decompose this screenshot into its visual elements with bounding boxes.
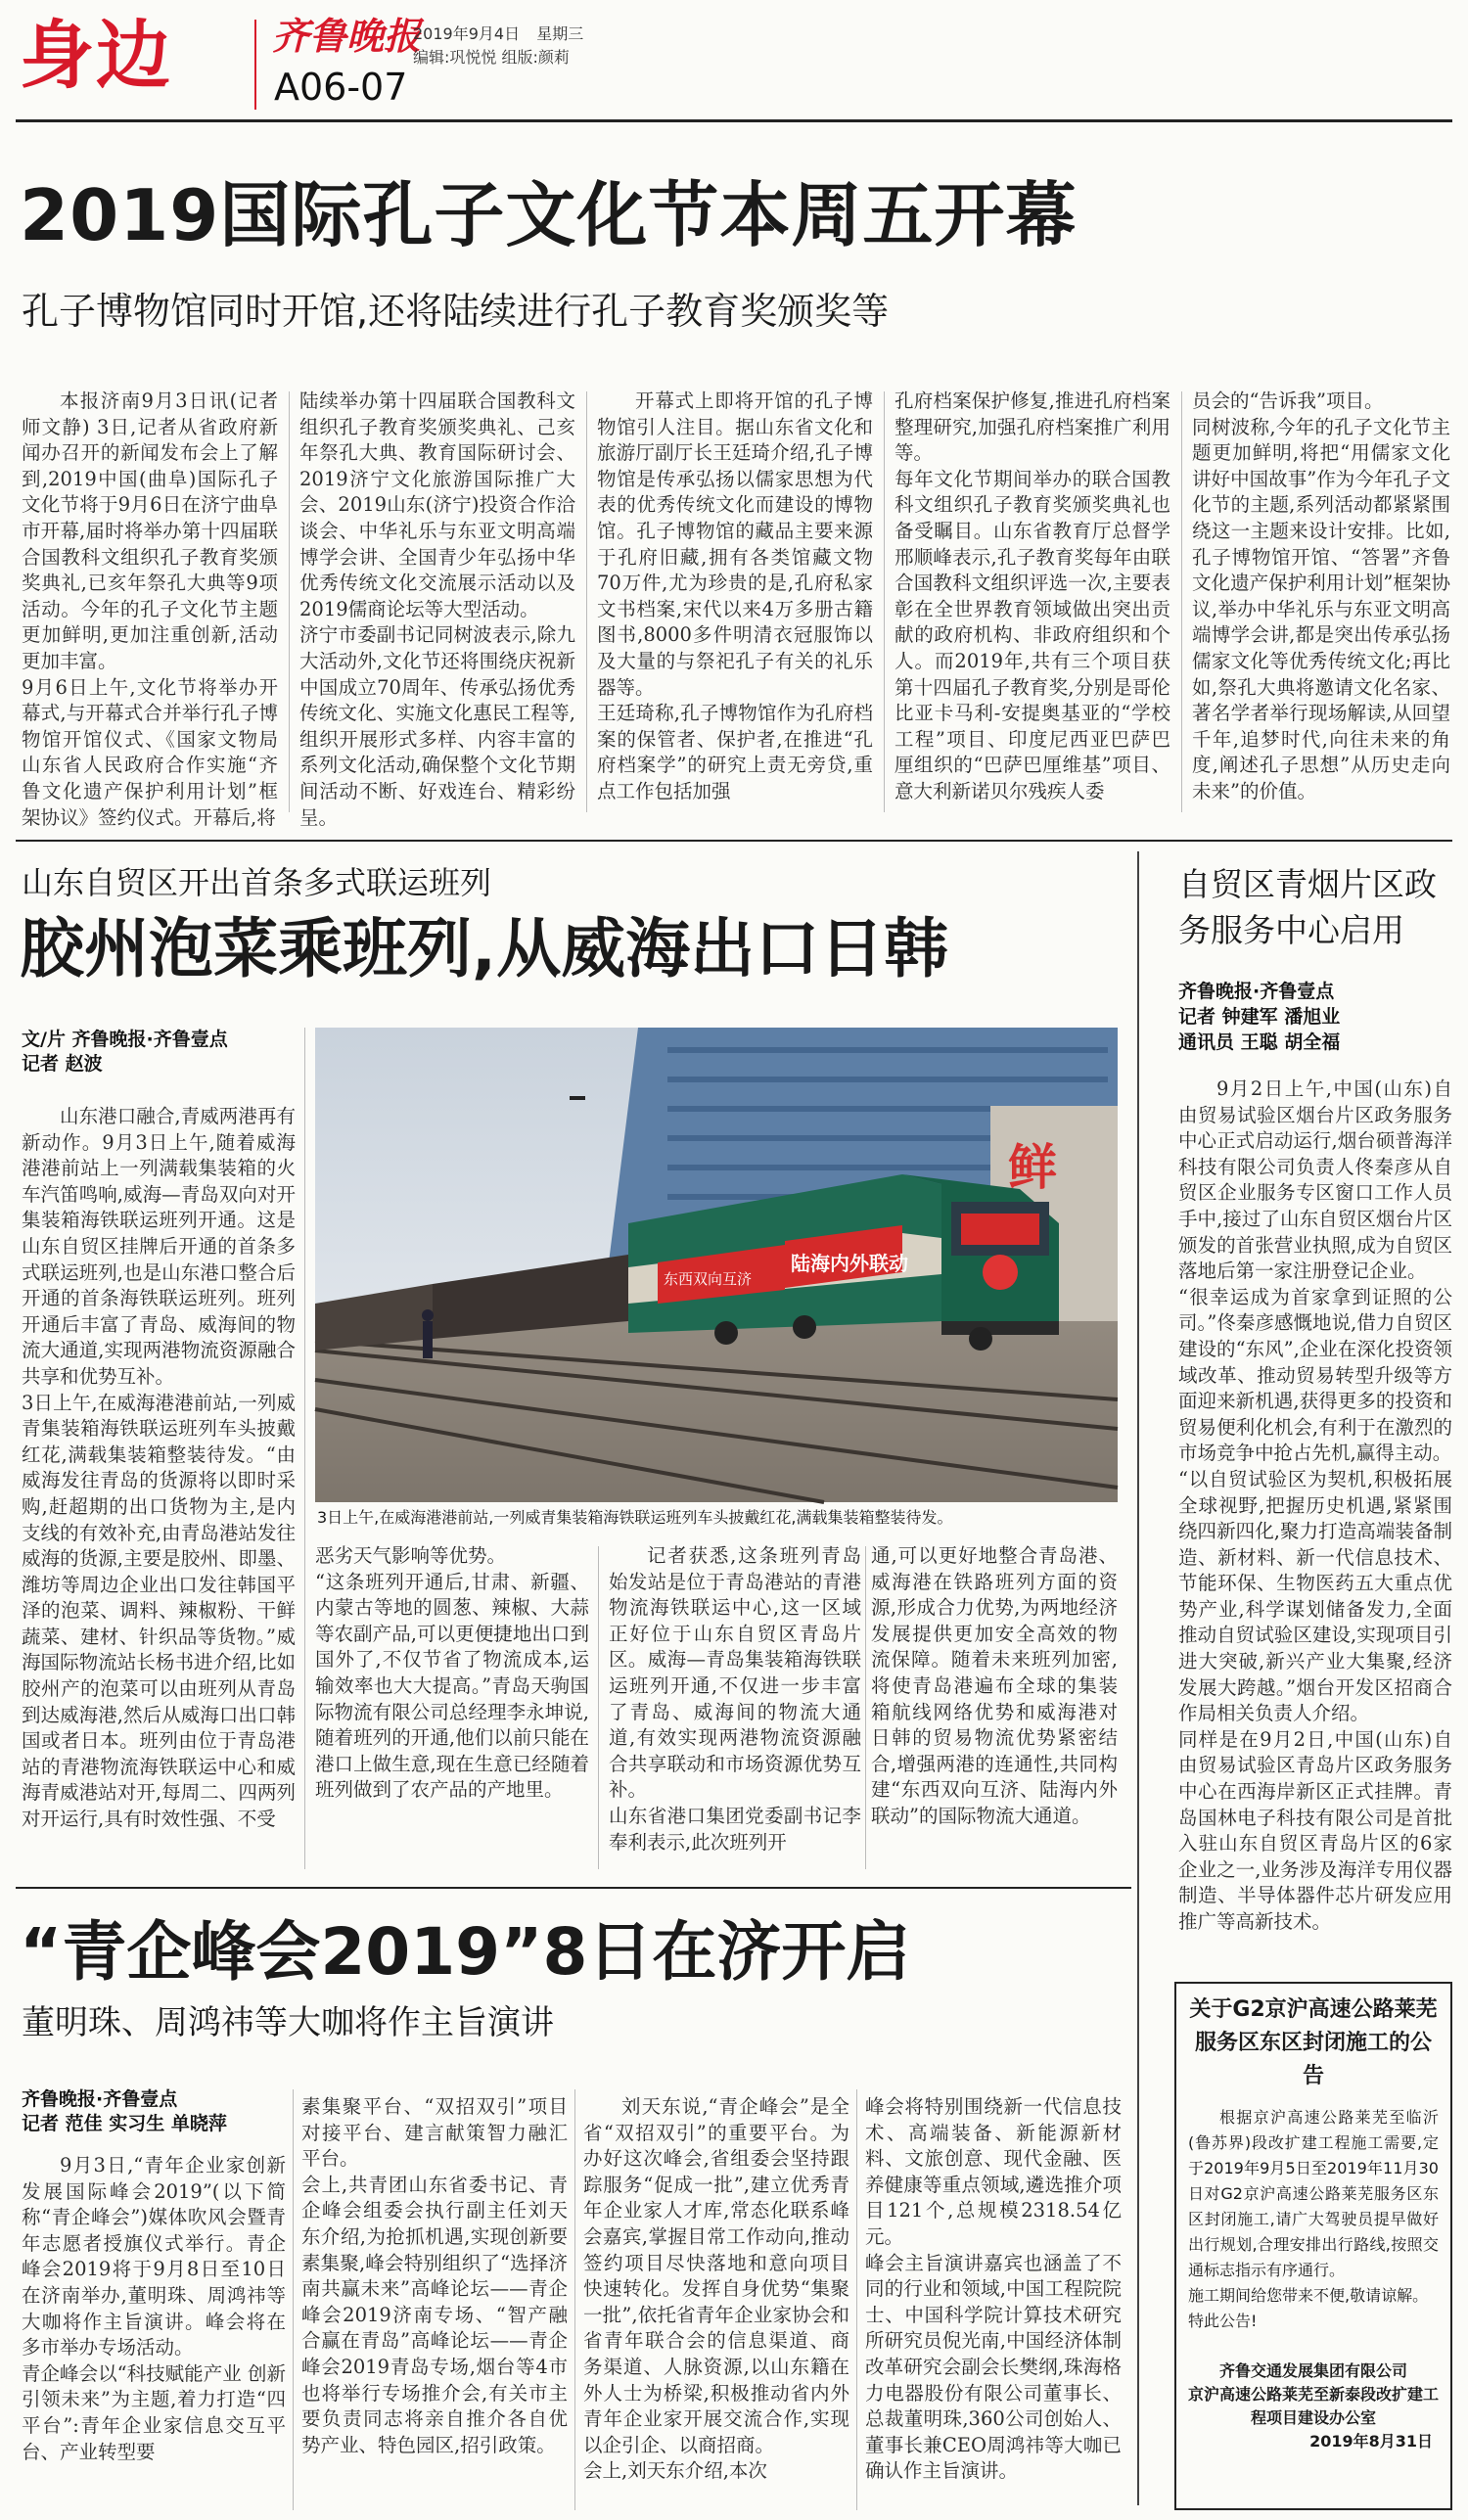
col-divider [293, 2089, 294, 2510]
notice-signer-1: 齐鲁交通发展集团有限公司 [1218, 2361, 1407, 2380]
col-divider [865, 1546, 866, 1869]
story3-headline: 自贸区青烟片区政务服务中心启用 [1178, 865, 1437, 949]
story2-col-2 [315, 1543, 589, 1866]
masthead-divider [254, 20, 256, 110]
col-divider [884, 391, 885, 812]
story2-col-4 [871, 1543, 1118, 1866]
story2-headline: 胶州泡菜乘班列,从威海出口日韩 [20, 911, 949, 986]
section-title: 身边 [20, 12, 172, 99]
notice-body: 根据京沪高速公路莱芜至临沂(鲁苏界)段改扩建工程施工需要,定于2019年9月5日至2019年11月30日对G2京沪高速公路莱芜服务区东区封闭施工,请广大驾驶员提早做好出行规划,合理安排出行路线,按照交通标志指示有序通行。 施工期间给您带来不便,敬请谅解。 特此公告! [1188, 2108, 1439, 2330]
story3-body-text: 9月2日上午,中国(山东)自由贸易试验区烟台片区政务服务中心正式启动运行,烟台硕普海洋科技有限公司负责人佟秦彦从自贸区企业服务专区窗口工作人员手中,接过了山东自贸区烟台片区颁发的首张营业执照,成为自贸区落地后第一家注册登记企业。 “很幸运成为首家拿到证照的公司。”佟秦彦感慨地说,借力自贸区建设的“东风”,企业在深化投资领域改革、推动贸易转型升级等方面迎来新机遇,获得更多的投资和贸易便利化机会,有利于在激烈的市场竞争中抢占先机,赢得主动。 “以自贸试验区为契机,积极拓展全球视野,把握历史机遇,紧紧围绕四新四化,聚力打造高端装备制造、新材料、新一代信息技术、节能环保、生物医药五大重点优势产业,科学谋划储备发力,全面推动自贸试验区建设,实现项目引进大突破,新兴产业大集聚,经济发展大跨越。”烟台开发区招商合作局相关负责人介绍。 同样是在9月2日,中国(山东)自由贸易试验区青岛片区政务服务中心在西海岸新区正式挂牌。青岛国林电子科技有限公司是首批入驻山东自贸区青岛片区的6家企业之一,业务涉及海洋专用仪器制造、半导体器件芯片研发应用推广等高新技术。 [1178, 1077, 1452, 1933]
col-divider [598, 1546, 599, 1869]
story1-col-5 [1192, 389, 1450, 819]
photo-caption: 3日上午,在威海港港前站,一列威青集装箱海铁联运班列车头披戴红花,满载集装箱整装待发。 [317, 1508, 953, 1527]
story1-col-2-text: 陆续举办第十四届联合国教科文组织孔子教育奖颁奖典礼、己亥年祭孔大典、教育国际研讨会、2019济宁文化旅游国际推广大会、2019山东(济宁)投资合作洽谈会、中华礼乐与东亚文明高端博学会讲、全国青少年弘扬中华优秀传统文化交流展示活动以及2019儒商论坛等大型活动。 济宁市委副书记同树波表示,除九大活动外,文化节还将围绕庆祝新中国成立70周年、传承弘扬优秀传统文化、实施文化惠民工程等,组织开展形式多样、内容丰富的系列文化活动,确保整个文化节期间活动不断、好戏连台、精彩纷呈。 [299, 389, 575, 829]
story2-col-1 [22, 1104, 296, 1831]
story2-kicker: 山东自贸区开出首条多式联运班列 [22, 864, 492, 901]
issue-date [413, 22, 583, 44]
locomotive-banner-2: 陆海内外联动 [791, 1252, 908, 1275]
story2-byline [22, 1028, 305, 1077]
col-divider [1181, 391, 1182, 812]
story4-byline-2: 记者 范佳 实习生 单晓萍 [22, 2113, 227, 2134]
story1-col-4 [895, 389, 1170, 819]
col-divider [856, 2089, 857, 2510]
train-photo-illustration [315, 1028, 1118, 1502]
col-divider [304, 1028, 305, 1869]
story3-byline: 齐鲁晚报·齐鲁壹点 记者 钟建军 潘旭业 通讯员 王聪 胡全福 [1178, 981, 1341, 1053]
notice-date: 2019年8月31日 [1309, 2432, 1433, 2451]
story3-body [1178, 1077, 1452, 1962]
story1-subhead: 孔子博物馆同时开馆,还将陆续进行孔子教育奖颁奖等 [22, 290, 890, 333]
col-divider [574, 2089, 575, 2510]
story2-col-3 [609, 1543, 861, 1866]
story4-headline: “青企峰会2019”8日在济开启 [20, 1914, 911, 1990]
col-divider [289, 391, 290, 812]
paper-logo: 齐鲁晚报 [272, 14, 422, 58]
story2-col-1-text: 山东港口融合,青威两港再有新动作。9月3日上午,随着威海港港前站上一列满载集装箱的火车汽笛鸣响,威海—青岛双向对开集装箱海铁联运班列开通。这是山东自贸区挂牌后开通的首条多式联运班列,也是山东港口整合后开通的首条海铁联运班列。班列开通后丰富了青岛、威海间的物流大通道,实现两港物流资源融合共享和优势互补。 3日上午,在威海港港前站,一列威青集装箱海铁联运班列车头披戴红花,满载集装箱整装待发。“由威海发往青岛的货源将以即时采购,赶超期的出口货物为主,是内支线的有效补充,由青岛港站发往威海的货源,主要是胶州、即墨、潍坊等周边企业出口发往韩国平泽的泡菜、调料、辣椒粉、干鲜蔬菜、建材、针织品等货物。”威海国际物流站长杨书进介绍,比如胶州产的泡菜可以由班列从青岛到达威海港,然后从威海口出口韩国或者日本。班列由位于青岛港站的青港物流海铁联运中心和威海青威港站对开,每周二、四两列对开运行,具有时效性强、不受 [22, 1105, 296, 1831]
story2-col-4-text: 通,可以更好地整合青岛港、威海港在铁路班列方面的资源,形成合力优势,为两地经济发展提供更加安全高效的物流保障。随着未来班列加密,将使青岛港遍布全球的集装箱航线网络优势和威海港对日韩的贸易物流优势紧密结合,增强两港的连通性,共同构建“东西双向互济、陆海内外联动”的国际物流大通道。 [871, 1544, 1118, 1827]
story1-headline: 2019国际孔子文化节本周五开幕 [20, 174, 1078, 256]
date-text: 2019年9月4日 [413, 24, 521, 43]
story2-col-2-text: 恶劣天气影响等优势。 “这条班列开通后,甘肃、新疆、内蒙古等地的圆葱、辣椒、大蒜等农副产品,可以更便捷地出口到国外了,不仅节省了物流成本,运输效率也大大提高。”青岛天驹国际物流有限公司总经理李永坤说,随着班列的开通,他们以前只能在港口上做生意,现在生意已经随着班列做到了农产品的产地里。 [315, 1544, 589, 1802]
story4-col-4 [865, 2094, 1122, 2510]
story1-col-4-text: 孔府档案保护修复,推进孔府档案整理研究,加强孔府档案推广利用等。 每年文化节期间举办的联合国教科文组织孔子教育奖颁奖典礼也备受瞩目。山东省教育厅总督学邢顺峰表示,孔子教育奖每年由联合国教科文组织评选一次,主要表彰在全世界教育领域做出突出贡献的政府机构、非政府组织和个人。而2019年,共有三个项目获第十四届孔子教育奖,分别是哥伦比亚卡马利-安提奥基亚的“学校工程”项目、印度尼西亚巴萨巴厘组织的“巴萨巴厘维基”项目、意大利新诺贝尔残疾人委 [895, 389, 1170, 802]
story4-col-2-text: 素集聚平台、“双招双引”项目对接平台、建言献策智力融汇平台。 会上,共青团山东省委书记、青企峰会组委会执行副主任刘天东介绍,为抢抓机遇,实现创新要素集聚,峰会特别组织了“选择济南共赢未来”高峰论坛——青企峰会2019济南专场、“智产融合赢在青岛”高峰论坛——青企峰会2019青岛专场,烟台等4市也将举行专场推介会,有关市主要负责同志将亲自推介各自优势产业、特色园区,招引政策。 [301, 2095, 568, 2456]
story2-byline-2: 记者 赵波 [22, 1053, 103, 1075]
section-rule [16, 1887, 1131, 1889]
story1-col-3 [597, 389, 873, 819]
masthead-rule [16, 119, 1452, 122]
section-rule [16, 840, 1452, 842]
story4-byline-1: 齐鲁晚报·齐鲁壹点 [22, 2088, 178, 2110]
story4-byline [22, 2087, 300, 2136]
story1-col-5-text: 员会的“告诉我”项目。 同树波称,今年的孔子文化节主题更加鲜明,将把“用儒家文化讲好中国故事”作为今年孔子文化节的主题,系列活动都紧紧围绕这一主题来设计安排。比如,孔子博物馆开馆、“答署”齐鲁文化遗产保护利用计划”框架协议,举办中华礼乐与东亚文明高端博学会讲,都是突出传承弘扬儒家文化等优秀传统文化;再比如,祭孔大典将邀请文化名家、著名学者举行现场解读,从回望千年,追梦时代,向往未来的角度,阐述孔子思想”从历史走向未来”的价值。 [1192, 389, 1450, 802]
notice-signer-2: 京沪高速公路莱芜至新泰段改扩建工程项目建设办公室 [1188, 2385, 1440, 2427]
train-photo [315, 1028, 1118, 1502]
story4-col-3 [583, 2094, 849, 2510]
story2-col-3-text: 记者获悉,这条班列青岛始发站是位于青岛港站的青港物流海铁联运中心,这一区域正好位于山东自贸区青岛片区。威海—青岛集装箱海铁联运班列开通,不仅进一步丰富了青岛、威海间的物流大通道,有效实现两港物流资源融合共享联动和市场资源优势互补。 山东省港口集团党委副书记李奉利表示,此次班列开 [609, 1544, 861, 1854]
story4-subhead: 董明珠、周鸿祎等大咖将作主旨演讲 [22, 2003, 554, 2042]
story4-col-1 [22, 2153, 286, 2510]
construction-notice [1174, 1982, 1452, 2510]
weekday-text: 星期三 [536, 24, 584, 43]
page-number: A06-07 [274, 66, 408, 109]
editors-line: 编辑:巩悦悦 组版:颜莉 [413, 48, 570, 67]
story4-col-4-text: 峰会将特别围绕新一代信息技术、高端装备、新能源新材料、文旅创意、现代金融、医养健康等重点领域,遴选推介项目121个,总规模2318.54亿元。 峰会主旨演讲嘉宾也涵盖了不同的行业和领域,中国工程院院士、中国科学院计算技术研究所研究员倪光南,中国经济体制改革研究会副会长樊纲,珠海格力电器股份有限公司董事长、总裁董明珠,360公司创始人、董事长兼CEO周鸿祎等大咖已确认作主旨演讲。 [865, 2095, 1122, 2483]
warehouse-sign: 鲜 [1008, 1139, 1057, 1196]
locomotive-banner-1: 东西双向互济 [664, 1270, 753, 1288]
story1-col-2 [299, 389, 575, 829]
story1-col-1 [22, 389, 278, 829]
story1-col-3-text: 开幕式上即将开馆的孔子博物馆引人注目。据山东省文化和旅游厅副厅长王廷琦介绍,孔子博物馆是传承弘扬以儒家思想为代表的优秀传统文化而建设的博物馆。孔子博物馆的藏品主要来源于孔府旧藏,拥有各类馆藏文物70万件,尤为珍贵的是,孔府私家文书档案,宋代以来4万多册古籍图书,8000多件明清衣冠服饰以及大量的与祭祀孔子有关的礼乐器等。 王廷琦称,孔子博物馆作为孔府档案的保管者、保护者,在推进“孔府档案学”的研究上责无旁贷,重点工作包括加强 [597, 389, 873, 802]
notice-title: 关于G2京沪高速公路莱芜服务区东区封闭施工的公告 [1189, 1997, 1438, 2088]
col-divider [586, 391, 587, 812]
right-column-divider [1137, 851, 1139, 2505]
story4-col-2 [301, 2094, 568, 2510]
story1-col-1-text: 本报济南9月3日讯(记者 师文静) 3日,记者从省政府新闻办召开的新闻发布会上了解到,2019中国(曲阜)国际孔子文化节将于9月6日在济宁曲阜市开幕,届时将举办第十四届联合国教科文组织孔子教育奖颁奖典礼,已亥年祭孔大典等9项活动。今年的孔子文化节主题更加鲜明,更加注重创新,活动更加丰富。 9月6日上午,文化节将举办开幕式,与开幕式合并举行孔子博物馆开馆仪式、《国家文物局 山东省人民政府合作实施“齐鲁文化遗产保护利用计划”框架协议》签约仪式。开幕后,将 [22, 389, 278, 829]
story4-col-3-text: 刘天东说,“青企峰会”是全省“双招双引”的重要平台。为办好这次峰会,省组委会坚持跟踪服务“促成一批”,建立优秀青年企业家人才库,常态化联系峰会嘉宾,掌握目常工作动向,推动签约项目尽快落地和意向项目快速转化。发挥自身优势“集聚一批”,依托省青年企业家协会和省青年联合会的信息渠道、商务渠道、人脉资源,以山东籍在外人士为桥梁,积极推动省内外青年企业家开展交流合作,实现以企引企、以商招商。 会上,刘天东介绍,本次 [583, 2095, 849, 2483]
story4-col-1-text: 9月3日,“青年企业家创新发展国际峰会2019”(以下简称“青企峰会”)媒体吹风会暨青年志愿者授旗仪式举行。青企峰会2019将于9月8日至10日在济南举办,董明珠、周鸿祎等大咖将作主旨演讲。峰会将在多市举办专场活动。 青企峰会以“科技赋能产业 创新引领未来”为主题,着力打造“四平台”:青年企业家信息交互平台、产业转型要 [22, 2154, 286, 2463]
story2-byline-1: 文/片 齐鲁晚报·齐鲁壹点 [22, 1029, 228, 1050]
